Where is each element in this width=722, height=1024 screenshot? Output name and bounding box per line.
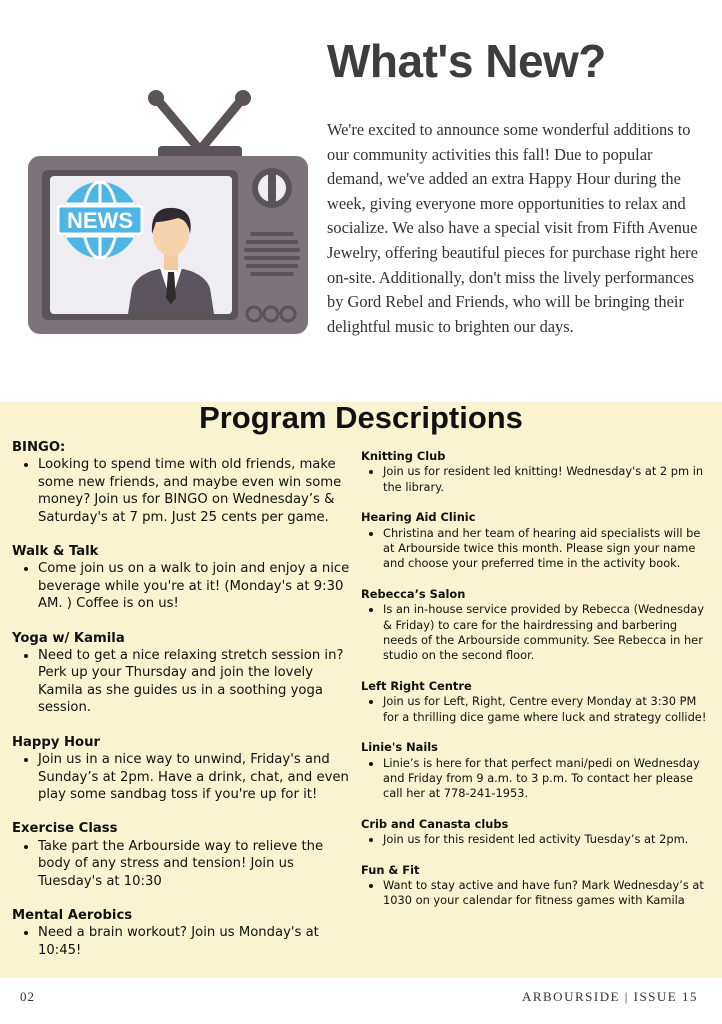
program-title: Knitting Club xyxy=(361,449,446,463)
program-section xyxy=(361,587,711,664)
issue-label: ARBOURSIDE | ISSUE 15 xyxy=(521,989,698,1004)
program-description: • Take part the Arbourside way to relieve the body of any stress and tension! Join us Tuesday's at 10:30 xyxy=(38,838,352,890)
program-title: Walk & Talk xyxy=(12,544,99,560)
news-tv-icon xyxy=(28,88,310,338)
program-section xyxy=(12,630,352,717)
program-title: Mental Aerobics xyxy=(12,907,133,923)
page-number: 02 xyxy=(20,989,35,1004)
program-title: Yoga w/ Kamila xyxy=(12,630,125,646)
program-title: BINGO: xyxy=(12,440,66,455)
program-title: Rebecca’s Salon xyxy=(361,586,466,601)
program-section xyxy=(12,907,352,959)
program-descriptions-heading: Program Descriptions xyxy=(199,400,523,435)
program-section xyxy=(12,734,352,804)
program-column-right xyxy=(361,449,711,924)
program-title: Hearing Aid Clinic xyxy=(361,510,476,525)
program-section xyxy=(12,820,352,890)
program-section xyxy=(361,863,711,909)
program-description: • Join us for this resident led activity Tuesday’s at 2pm. xyxy=(383,832,711,847)
program-section xyxy=(361,449,711,495)
program-title: Exercise Class xyxy=(12,821,118,837)
program-description: • Come join us on a walk to join and enjoy a nice beverage while you're at it! (Monday's at 9:30 AM. ) Coffee is on us! xyxy=(38,560,352,612)
program-section xyxy=(361,817,711,848)
program-description: • Christina and her team of hearing aid specialists will be at Arbourside twice this month. Please sign your name and choose your preferred time in the activity book. xyxy=(383,526,711,572)
intro-paragraph: We're excited to announce some wonderful additions to our community activities this fall! Due to popular demand, we've added an extra Happy Hour during the week, giving everyone more opportunities to relax and socialize. We also have a special visit from Fifth Avenue Jewelry, offering beautiful pieces for purchase right here on-site. Additionally, don't miss the lively performances by Gord Rebel and Friends, who will be bringing their delightful music to brighten our days. xyxy=(327,120,698,336)
program-description: • Need to get a nice relaxing stretch session in? Perk up your Thursday and join the lovely Kamila as she guides us in a soothing yoga session. xyxy=(38,647,352,717)
program-title: Fun & Fit xyxy=(361,862,420,877)
program-description: • Want to stay active and have fun? Mark Wednesday’s at 1030 on your calendar for fitness games with Kamila xyxy=(383,878,711,909)
news-badge-text: NEWS xyxy=(67,208,133,233)
program-description: • Join us for resident led knitting! Wednesday's at 2 pm in the library. xyxy=(383,464,711,495)
program-title: Left Right Centre xyxy=(361,678,472,693)
program-section xyxy=(361,740,711,802)
program-title: Crib and Canasta clubs xyxy=(361,816,509,831)
program-description: • Need a brain workout? Join us Monday's at 10:45! xyxy=(38,924,352,959)
program-section xyxy=(12,439,352,526)
program-title: Linie's Nails xyxy=(361,740,438,755)
program-section xyxy=(361,679,711,725)
program-section xyxy=(361,510,711,572)
program-description: • Is an in-house service provided by Rebecca (Wednesday & Friday) to care for the hairdressing and barbering needs of the Arbourside community. See Rebecca in her studio on the second floor. xyxy=(383,602,711,664)
program-description: • Looking to spend time with old friends, make some new friends, and maybe even win some money? Join us for BINGO on Wednesday’s & Saturday's at 7 pm. Just 25 cents per game. xyxy=(38,456,352,526)
program-column-left xyxy=(12,439,352,976)
program-description: • Linie’s is here for that perfect mani/pedi on Wednesday and Friday from 9 a.m. to 3 p.m. To contact her please call her at 778-241-1953. xyxy=(383,756,711,802)
program-description: • Join us for Left, Right, Centre every Monday at 3:30 PM for a thrilling dice game where luck and strategy collide! xyxy=(383,694,711,725)
program-description: • Join us in a nice way to unwind, Friday's and Sunday’s at 2pm. Have a drink, chat, and even play some sandbag toss if you're up for it! xyxy=(38,751,352,803)
program-title: Happy Hour xyxy=(12,734,100,750)
page-title: What's New? xyxy=(327,35,606,87)
program-section xyxy=(12,543,352,613)
